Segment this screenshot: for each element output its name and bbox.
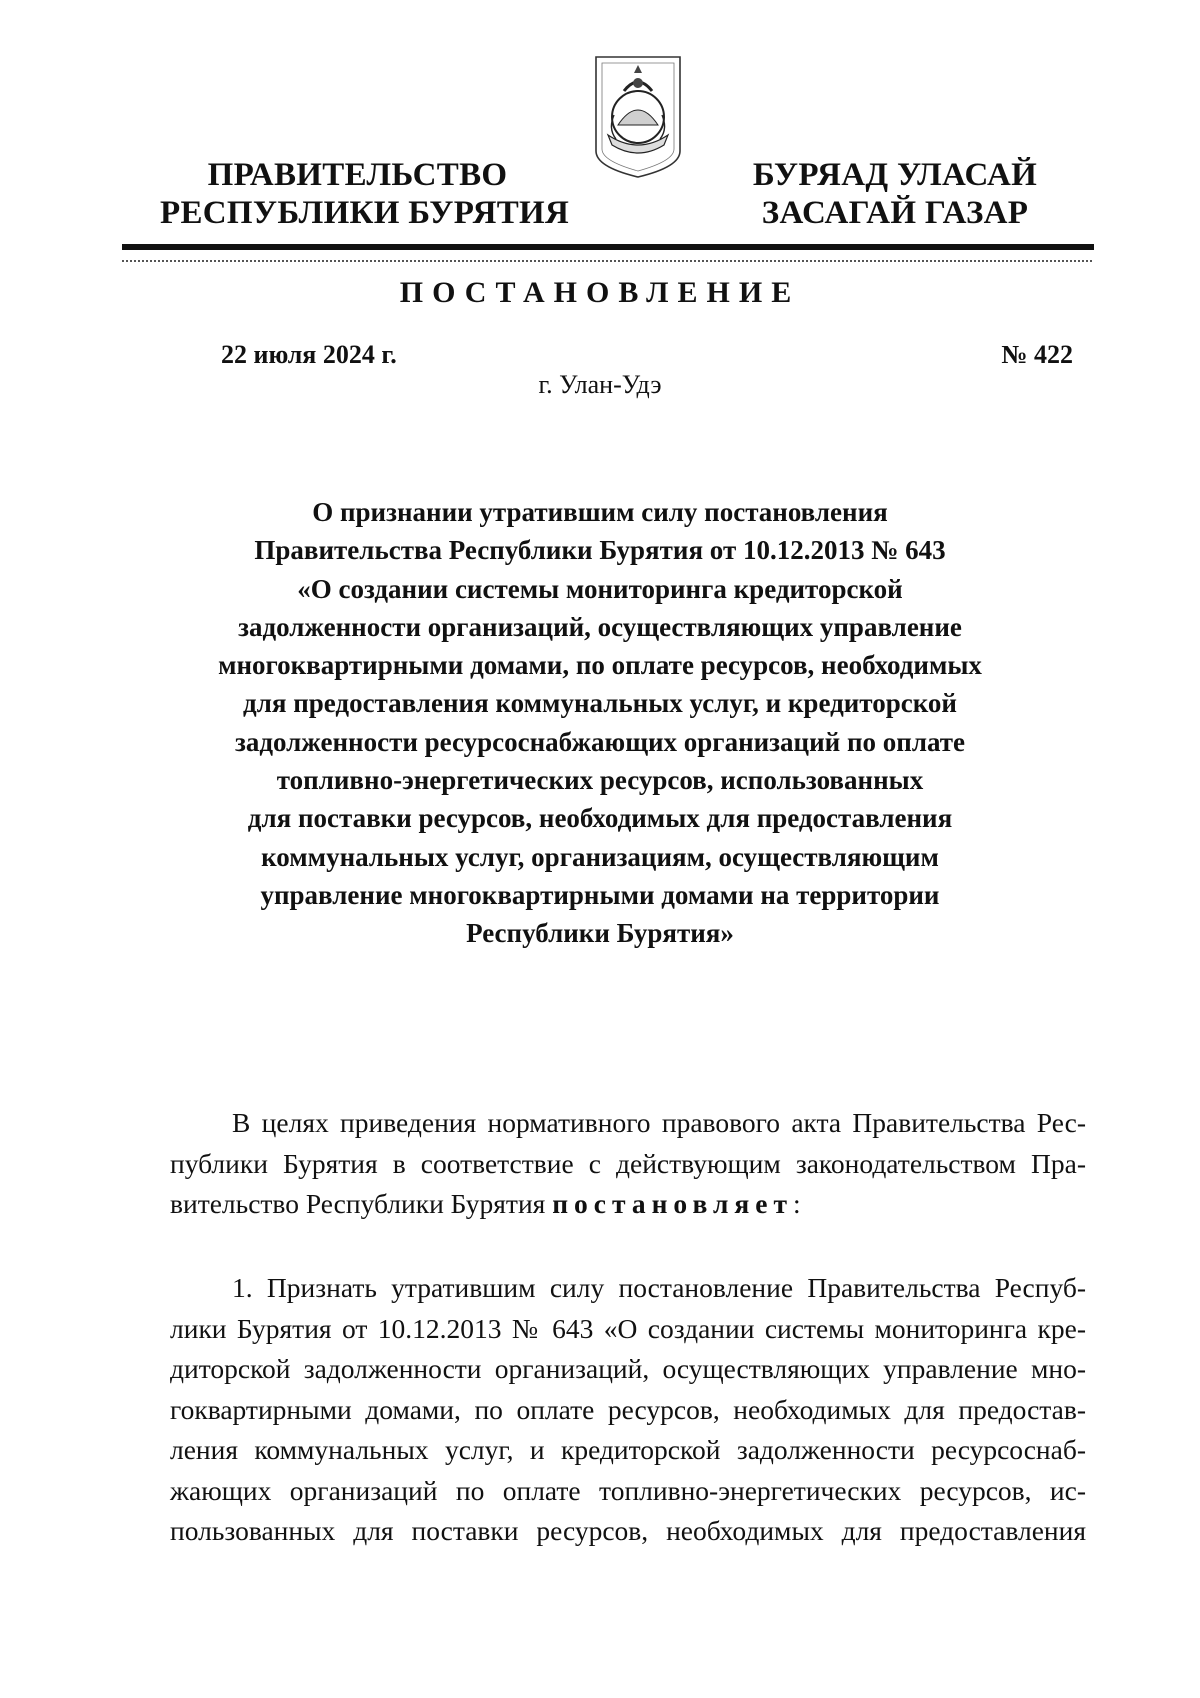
title-line: коммунальных услуг, организациям, осуществляющим — [261, 841, 939, 872]
decree-word: постановляет — [552, 1188, 794, 1219]
header-divider-thin — [122, 260, 1094, 262]
document-number: № 422 — [1001, 340, 1073, 369]
title-line: задолженности ресурсоснабжающих организаций по оплате — [234, 726, 966, 757]
preamble-line: публики Бурятия в соответствие с действующим законодательством Пра- — [170, 1147, 1086, 1179]
title-line: Республики Бурятия» — [466, 918, 734, 949]
document-title — [150, 493, 1050, 953]
issuer-line-2: РЕСПУБЛИКИ БУРЯТИЯ — [160, 195, 570, 231]
title-line: О признании утратившим силу постановления — [312, 497, 888, 527]
paragraph-line: диторской задолженности организаций, осуществляющих управление мно- — [170, 1353, 1086, 1384]
title-line: управление многоквартирными домами на территории — [260, 879, 940, 910]
title-line: задолженности организаций, осуществляющих управление — [238, 611, 962, 642]
issuer-name-russian — [160, 156, 570, 232]
document-type-heading: ПОСТАНОВЛЕНИЕ — [399, 276, 801, 309]
paragraph-1 — [170, 1268, 1086, 1552]
title-line: Правительства Республики Бурятия от 10.12.2013 № 643 — [254, 535, 946, 566]
preamble-line: В целях приведения нормативного правового акта Правительства Рес- — [232, 1107, 1086, 1138]
title-line: для поставки ресурсов, необходимых для предоставления — [247, 803, 953, 834]
preamble-line-text: вительство Республики Бурятия — [170, 1188, 553, 1219]
title-line: топливно-энергетических ресурсов, использованных — [276, 765, 924, 796]
paragraph-line: пользованных для поставки ресурсов, необходимых для предоставления — [170, 1515, 1086, 1546]
issuer-buryat-line-1: БУРЯАД УЛАСАЙ — [752, 157, 1038, 193]
paragraph-line: гоквартирными домами, по оплате ресурсов, необходимых для предостав- — [170, 1393, 1086, 1425]
paragraph-line: жающих организаций по оплате топливно-энергетических ресурсов, ис- — [170, 1474, 1086, 1506]
issuer-buryat-line-2: ЗАСАГАЙ ГАЗАР — [761, 195, 1029, 231]
header-divider-thick — [122, 244, 1094, 250]
title-line: многоквартирными домами, по оплате ресурсов, необходимых — [218, 650, 982, 681]
document-city: г. Улан-Удэ — [538, 370, 662, 399]
preamble-paragraph — [170, 1103, 1086, 1225]
title-line: «О создании системы мониторинга кредиторской — [297, 573, 903, 604]
paragraph-line: ления коммунальных услуг, и кредиторской задолженности ресурсоснаб- — [170, 1434, 1086, 1465]
preamble-line — [170, 1184, 1086, 1225]
preamble-colon: : — [793, 1188, 801, 1219]
coat-of-arms-emblem — [594, 55, 682, 179]
title-line: для предоставления коммунальных услуг, и кредиторской — [243, 688, 957, 719]
issuer-line-1: ПРАВИТЕЛЬСТВО — [207, 157, 508, 193]
issuer-name-buryat — [740, 156, 1050, 232]
paragraph-line: лики Бурятия от 10.12.2013 № 643 «О создании системы мониторинга кре- — [170, 1312, 1086, 1344]
document-date: 22 июля 2024 г. — [221, 340, 397, 369]
paragraph-line: 1. Признать утратившим силу постановление Правительства Респуб- — [232, 1272, 1086, 1303]
